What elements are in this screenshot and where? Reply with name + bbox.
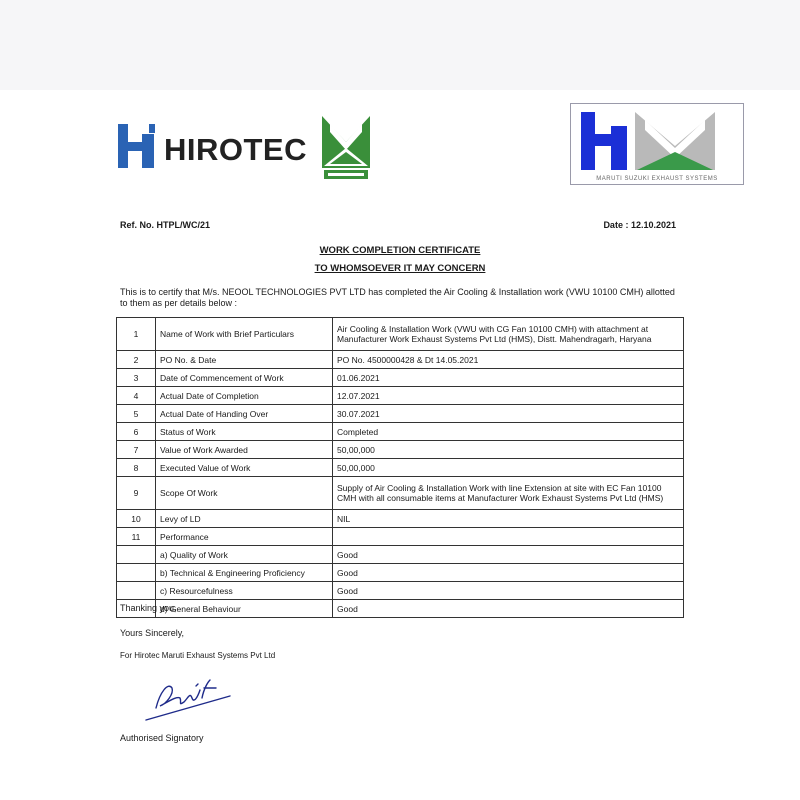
reference-number: Ref. No. HTPL/WC/21 bbox=[120, 220, 211, 230]
serial-number-cell: 3 bbox=[117, 369, 156, 387]
particular-label-cell: Scope Of Work bbox=[156, 477, 333, 510]
serial-number-cell: 5 bbox=[117, 405, 156, 423]
serial-number-cell: 7 bbox=[117, 441, 156, 459]
particular-value-cell bbox=[333, 528, 684, 546]
particular-label-cell: Levy of LD bbox=[156, 510, 333, 528]
table-row bbox=[117, 441, 684, 459]
particular-label-cell: Actual Date of Handing Over bbox=[156, 405, 333, 423]
table-row bbox=[117, 546, 684, 564]
serial-number-cell: 8 bbox=[117, 459, 156, 477]
serial-number-cell bbox=[117, 582, 156, 600]
table-row bbox=[117, 600, 684, 618]
particular-label-cell: Actual Date of Completion bbox=[156, 387, 333, 405]
particular-label-cell: a) Quality of Work bbox=[156, 546, 333, 564]
table-row bbox=[117, 387, 684, 405]
hm-logo-caption: MARUTI SUZUKI EXHAUST SYSTEMS bbox=[596, 176, 718, 182]
serial-number-cell: 1 bbox=[117, 318, 156, 351]
table-row bbox=[117, 423, 684, 441]
company-signoff-text: For Hirotec Maruti Exhaust Systems Pvt Ltd bbox=[120, 651, 276, 660]
particular-value-cell: Supply of Air Cooling & Installation Work with line Extension at site with EC Fan 10100 CMH with all consumable items at Manufacturer Work Exhaust Systems Pvt Ltd (HMS) bbox=[333, 477, 684, 510]
work-details-table bbox=[116, 317, 684, 618]
document-date: Date : 12.10.2021 bbox=[603, 220, 676, 230]
particular-label-cell: Status of Work bbox=[156, 423, 333, 441]
particular-value-cell: PO No. 4500000428 & Dt 14.05.2021 bbox=[333, 351, 684, 369]
serial-number-cell: 6 bbox=[117, 423, 156, 441]
particular-value-cell: 50,00,000 bbox=[333, 441, 684, 459]
particular-label-cell: d) General Behaviour bbox=[156, 600, 333, 618]
table-row bbox=[117, 528, 684, 546]
particular-value-cell: 12.07.2021 bbox=[333, 387, 684, 405]
table-row bbox=[117, 477, 684, 510]
particular-value-cell: Good bbox=[333, 600, 684, 618]
particular-value-cell: Air Cooling & Installation Work (VWU with CG Fan 10100 CMH) with attachment at Manufacturer Work Exhaust Systems Pvt Ltd (HMS), Distt. Mahendragarh, Haryana bbox=[333, 318, 684, 351]
hirotec-logo bbox=[118, 112, 380, 182]
particular-label-cell: Date of Commencement of Work bbox=[156, 369, 333, 387]
serial-number-cell: 2 bbox=[117, 351, 156, 369]
yours-sincerely-text: Yours Sincerely, bbox=[120, 628, 185, 638]
hirotec-brand-text: HIROTEC bbox=[164, 132, 307, 167]
handwritten-signature bbox=[138, 668, 238, 724]
hm-logo bbox=[570, 103, 744, 185]
work-details-table-body bbox=[117, 318, 684, 618]
serial-number-cell: 4 bbox=[117, 387, 156, 405]
table-row bbox=[117, 582, 684, 600]
particular-label-cell: Performance bbox=[156, 528, 333, 546]
particular-label-cell: Name of Work with Brief Particulars bbox=[156, 318, 333, 351]
particular-value-cell: 30.07.2021 bbox=[333, 405, 684, 423]
particular-value-cell: 01.06.2021 bbox=[333, 369, 684, 387]
particular-value-cell: Good bbox=[333, 546, 684, 564]
thanking-you-text: Thanking you, bbox=[120, 603, 177, 613]
table-row bbox=[117, 351, 684, 369]
particular-value-cell: 50,00,000 bbox=[333, 459, 684, 477]
serial-number-cell: 9 bbox=[117, 477, 156, 510]
particular-label-cell: b) Technical & Engineering Proficiency bbox=[156, 564, 333, 582]
green-emblem-icon bbox=[318, 112, 374, 182]
authorised-signatory-text: Authorised Signatory bbox=[120, 733, 204, 743]
hm-emblem-icon bbox=[575, 108, 739, 172]
certificate-subtitle: TO WHOMSOEVER IT MAY CONCERN bbox=[314, 263, 486, 274]
intro-paragraph: This is to certify that M/s. NEOOL TECHNOLOGIES PVT LTD has completed the Air Cooling & Installation work (VWU 10100 CMH) allotted to them as per details below : bbox=[120, 287, 675, 308]
particular-label-cell: c) Resourcefulness bbox=[156, 582, 333, 600]
serial-number-cell bbox=[117, 564, 156, 582]
table-row bbox=[117, 564, 684, 582]
table-row bbox=[117, 459, 684, 477]
serial-number-cell bbox=[117, 546, 156, 564]
table-row bbox=[117, 369, 684, 387]
top-background-band bbox=[0, 0, 800, 90]
particular-value-cell: NIL bbox=[333, 510, 684, 528]
table-row bbox=[117, 318, 684, 351]
table-row bbox=[117, 405, 684, 423]
serial-number-cell: 10 bbox=[117, 510, 156, 528]
table-row bbox=[117, 510, 684, 528]
particular-label-cell: Executed Value of Work bbox=[156, 459, 333, 477]
particular-value-cell: Good bbox=[333, 582, 684, 600]
particular-value-cell: Completed bbox=[333, 423, 684, 441]
particular-value-cell: Good bbox=[333, 564, 684, 582]
particular-label-cell: PO No. & Date bbox=[156, 351, 333, 369]
particular-label-cell: Value of Work Awarded bbox=[156, 441, 333, 459]
serial-number-cell: 11 bbox=[117, 528, 156, 546]
hirotec-h-mark-icon bbox=[118, 124, 158, 168]
certificate-title: WORK COMPLETION CERTIFICATE bbox=[319, 245, 481, 256]
